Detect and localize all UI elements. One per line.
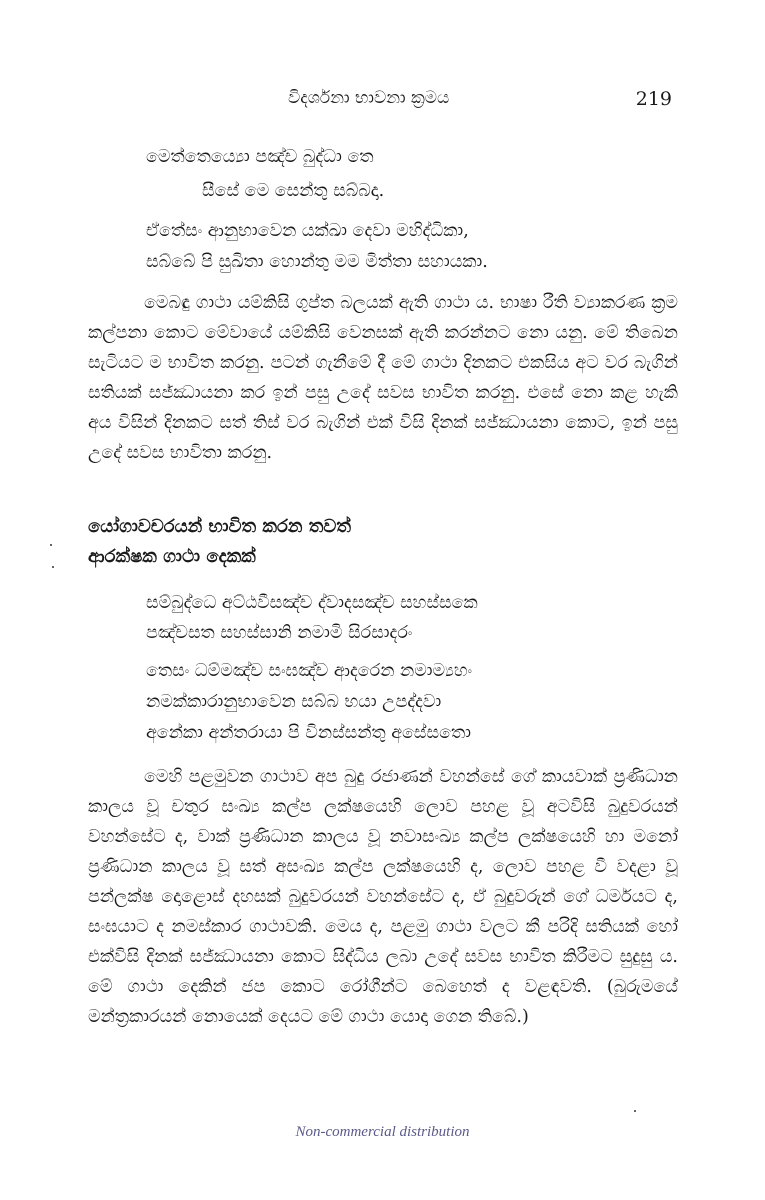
verse-line: සබ්බේ පි සුඛිතා හොන්තු මම මිත්තා සහායකා. xyxy=(146,252,488,272)
scan-speck xyxy=(52,566,54,568)
verse-line: පඤ්චසත සහස්සානි නමාමි සිරසාදරං xyxy=(146,623,413,643)
verse-line: සීසේ මෙ සෙන්තු සබ්බදා. xyxy=(202,181,385,201)
scan-speck xyxy=(634,1110,636,1112)
footer-note: Non-commercial distribution xyxy=(295,1124,470,1140)
page-number: 219 xyxy=(635,88,672,110)
paragraph-2: මෙහි පළමුවන ගාථාව අප බුදු රජාණන් වහන්සේ ගේ කායවාක් ප්‍රණිධාන කාලය වූ චතුර සංඛ්‍ය කල්ප ලක්ෂයෙහි ලොව පහළ වූ අටවිසි බුදුවරයන් වහන්සේට ද, වාක් ප්‍රණිධාන කාලය වූ නවාසංඛ්‍ය කල්ප ලක්ෂයෙහි හා මනෝ ප්‍රණිධාන කාලය වූ සත් අසංඛ්‍ය කල්ප ලක්ෂයෙහි ද, ලොව පහළ වී වදළා වූ පන්ලක්ෂ දොළොස් දහසක් බුදුවරයන් වහන්සේට ද, ඒ බුදුවරුන් ගේ ධර්මයට ද, සංඝයාට ද නමස්කාර ගාථාවකි. මෙය ද, පළමු ගාථා වලට කී පරිදි සතියක් හෝ එක්විසි දිනක් සජ්ඣායනා කොට සිද්ධිය ලබා උදේ සවස භාවිත කිරීමට සුදුසු ය. මේ ගාථා දෙකින් ජප කොට රෝගීන්ට බෙහෙත් ද වළඳවති. (බුරුමයේ මන්ත්‍රකාරයන් නොයෙක් දෙයට මේ ගාථා යොදා ගෙන තිබේ.) xyxy=(88,767,678,1027)
page-header xyxy=(0,88,765,118)
scan-speck xyxy=(50,544,52,546)
heading-line: ආරක්ෂක ගාථා දෙකක් xyxy=(88,546,256,567)
verse-line: අනේකා අන්තරායා පි විනස්සන්තු අසේසතො xyxy=(146,723,471,743)
verse-line: ඒතේසං ආනුභාවෙන යක්ඛා දෙවා මහිද්ධිකා, xyxy=(146,221,469,241)
paragraph-1: මෙබඳු ගාථා යම්කිසි ගුප්ත බලයක් ඇති ගාථා ය. භාෂා රීති ව්‍යාකරණ ක්‍රම කල්පනා කොට මේවායේ යම්කිසි වෙනසක් ඇති කරන්නට නො යනු. මේ තිබෙන සැටියට ම භාවිත කරනු. පටන් ගැනීමේ දී මේ ගාථා දිනකට එකසිය අට වර බැගින් සතියක් සජ්ඣායනා කර ඉන් පසු උදේ සවස භාවිත කරනු. එසේ නො කළ හැකි අය විසින් දිනකට සත් තිස් වර බැගින් එක් විසි දිනක් සජ්ඣායනා කොට, ඉන් පසු උදේ සවස භාවිතා කරනු. xyxy=(88,293,678,463)
heading-line: යෝගාවචරයන් භාවිත කරන තවත් xyxy=(88,516,351,537)
verse-line: තෙසං ධම්මඤ්ච සංඝඤ්ච ආදරෙන නමාම්‍යහං xyxy=(146,661,473,681)
running-title: විදර්ශනා භාවනා ක්‍රමය xyxy=(288,88,450,108)
verse-line: නමක්කාරානුභාවෙන සබ්බ භයා උපද්දවා xyxy=(146,692,442,712)
verse-line: මෙත්තෙය්‍යො පඤ්ච බුද්ධා තෙ xyxy=(146,147,374,167)
verse-line: සම්බුද්ධෙ අට්ඨවීසඤ්ච ද්වාදසඤ්ච සහස්සකෙ xyxy=(146,593,478,613)
